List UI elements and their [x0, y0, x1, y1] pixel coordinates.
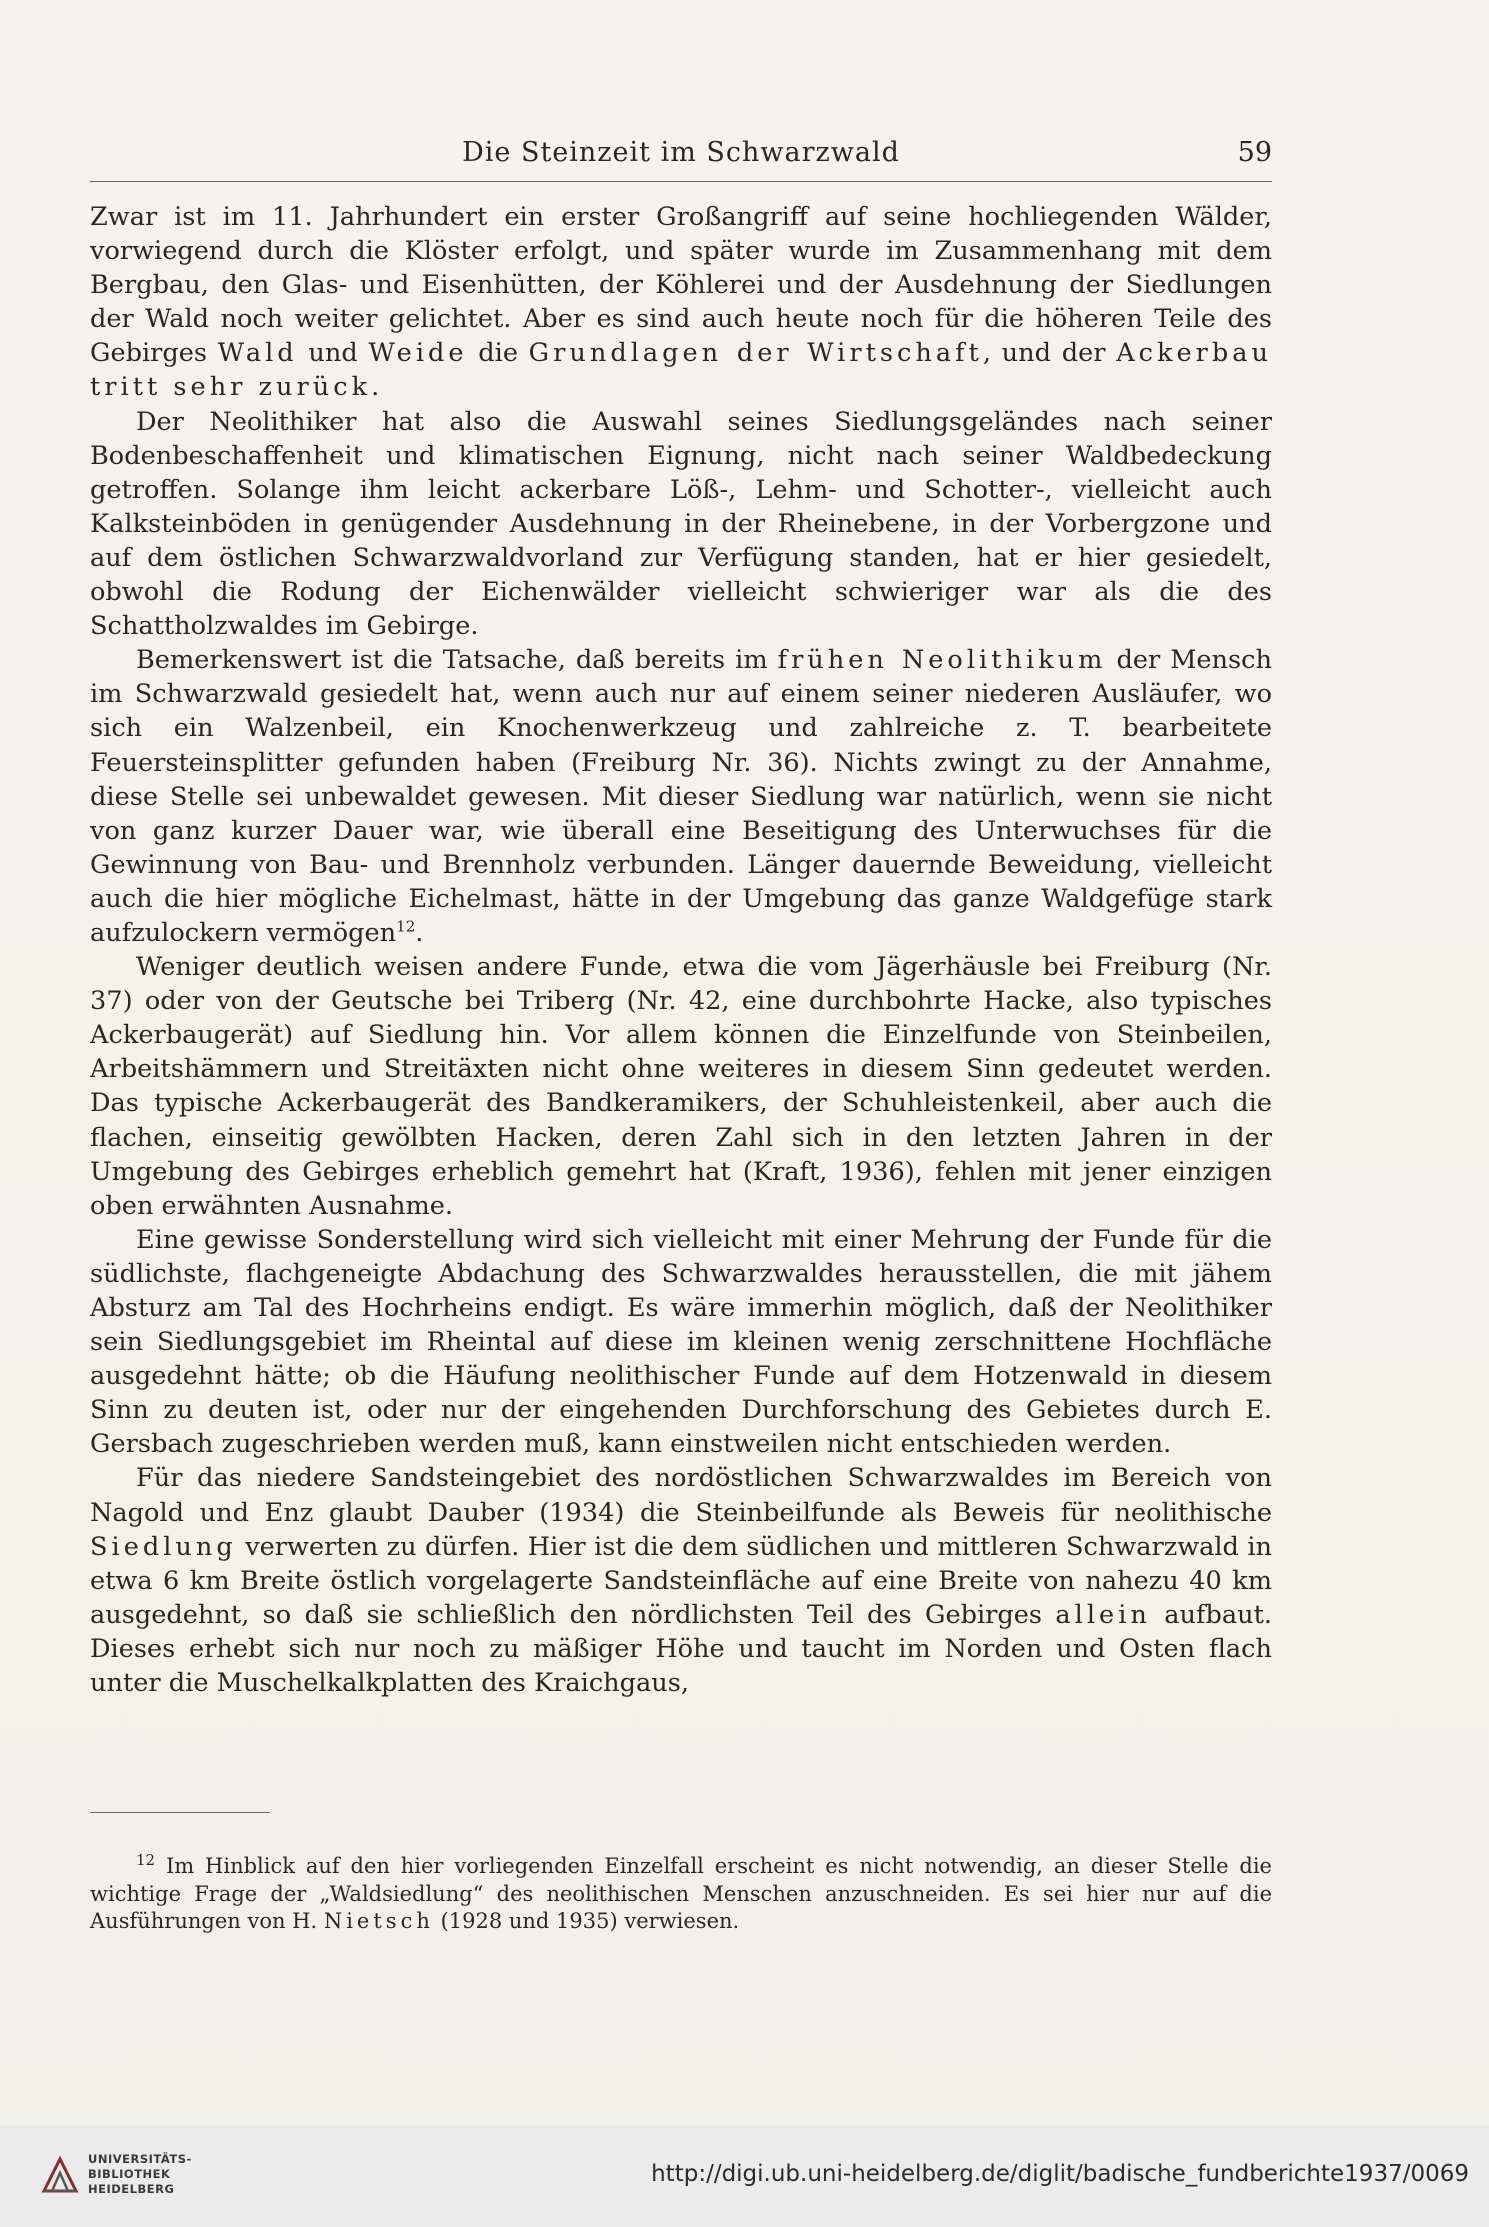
- emphasis-text: Siedlung: [90, 1531, 237, 1562]
- emphasis-text: Ackerbau tritt sehr zurück: [90, 338, 1273, 403]
- footnote: [90, 1853, 1272, 1936]
- paragraph-text: und: [308, 338, 358, 369]
- library-logo-icon: [40, 2155, 80, 2195]
- paragraph-1: [90, 200, 1272, 405]
- permalink-url[interactable]: http://digi.ub.uni-heidelberg.de/diglit/badische_fundberichte1937/0069: [651, 2161, 1469, 2187]
- paragraph-text: .: [371, 372, 380, 403]
- paragraph-2: Der Neolithiker hat also die Auswahl seines Siedlungsgeländes nach seiner Bodenbeschaffenheit und klimatischen Eignung, nicht nach seiner Waldbedeckung getroffen. Solange ihm leicht ackerbare Löß-, Lehm- und Schotter-, vielleicht auch Kalksteinböden in genügender Ausdehnung in der Rheinebene, in der Vorbergzone und auf dem östlichen Schwarzwaldvorland zur Verfügung standen, hat er hier gesiedelt, obwohl die Rodung der Eichenwälder vielleicht schwieriger war als die des Schattholzwaldes im Gebirge.: [90, 406, 1272, 642]
- page-number: 59: [1237, 137, 1272, 168]
- emphasis-text: Wald: [217, 338, 298, 369]
- footnote-reference[interactable]: 12: [396, 917, 416, 936]
- library-name-line: BIBLIOTHEK: [88, 2167, 171, 2181]
- footnote-divider: [90, 1812, 270, 1813]
- footnote-text: Im Hinblick auf den hier vorliegenden Einzelfall erscheint es nicht notwendig, an dieser Stelle die wichtige Frage der „Waldsiedlung“ des neolithischen Menschen anzuschneiden. Es sei hier nur auf die Ausführungen von H.: [90, 1854, 1272, 1933]
- emphasis-text: Weide: [368, 338, 468, 369]
- running-title: Die Steinzeit im Schwarzwald: [462, 137, 900, 168]
- emphasis-text: Grundlagen der Wirtschaft: [528, 338, 983, 369]
- emphasis-text: allein: [1055, 1599, 1151, 1630]
- emphasis-text: Nietsch: [323, 1909, 434, 1933]
- paragraph-text: .: [415, 917, 424, 948]
- paragraph-text: aufbaut. Dieses erhebt sich nur noch zu mäßiger Höhe und taucht im Norden und Osten flach unter die Muschelkalkplatten des Kraichgaus,: [90, 1599, 1272, 1699]
- paragraph-3: [90, 643, 1272, 950]
- library-name-line: HEIDELBERG: [88, 2182, 175, 2196]
- viewer-footer: [0, 2125, 1489, 2227]
- paragraph-text: der Mensch im Schwarzwald gesiedelt hat, wenn auch nur auf einem seiner niederen Ausläufer, wo sich ein Walzenbeil, ein Knochenwerkzeug und zahlreiche z. T. bearbeitete Feuersteinsplitter gefunden haben (Freiburg Nr. 36). Nichts zwingt zu der Annahme, diese Stelle sei unbewaldet gewesen. Mit dieser Siedlung war natürlich, wenn sie nicht von ganz kurzer Dauer war, wie überall eine Beseitigung des Unterwuchses für die Gewinnung von Bau- und Brennholz verbunden. Länger dauernde Beweidung, vielleicht auch die hier mögliche Eichelmast, hätte in der Umgebung das ganze Waldgefüge stark aufzulockern vermögen: [90, 645, 1272, 948]
- paragraph-text: die: [478, 338, 518, 369]
- paragraph-6: [90, 1461, 1272, 1700]
- footnote-number: 12: [136, 1851, 156, 1869]
- library-name: [88, 2152, 192, 2197]
- paragraph-text: verwerten zu dürfen. Hier ist die dem südlichen und mittleren Schwarzwald in etwa 6 km Breite östlich vorgelagerte Sandsteinfläche auf eine Breite von nahezu 40 km ausgedehnt, so daß sie schließlich den nördlichsten Teil des Gebirges: [90, 1531, 1272, 1630]
- footnote-text: (1928 und 1935) verwiesen.: [440, 1909, 740, 1933]
- paragraph-4: Weniger deutlich weisen andere Funde, etwa die vom Jägerhäusle bei Freiburg (Nr. 37) oder von der Geutsche bei Triberg (Nr. 42, eine durchbohrte Hacke, also typisches Ackerbaugerät) auf Siedlung hin. Vor allem können die Einzelfunde von Steinbeilen, Arbeitshämmern und Streitäxten nicht ohne weiteres in diesem Sinn gedeutet werden. Das typische Ackerbaugerät des Bandkeramikers, der Schuhleistenkeil, aber auch die flachen, einseitig gewölbten Hacken, deren Zahl sich in den letzten Jahren in der Umgebung des Gebirges erheblich gemehrt hat (Kraft, 1936), fehlen mit jener einzigen oben erwähnten Ausnahme.: [90, 952, 1272, 1221]
- paragraph-text: Für das niedere Sandsteingebiet des nordöstlichen Schwarzwaldes im Bereich von Nagold und Enz glaubt Dauber (1934) die Steinbeilfunde als Beweis für neolithische: [90, 1463, 1272, 1528]
- body-text: [90, 200, 1272, 1700]
- paragraph-text: Zwar ist im 11. Jahrhundert ein erster Großangriff auf seine hochliegenden Wälder, vorwiegend durch die Klöster erfolgt, und später wurde im Zusammenhang mit dem Bergbau, den Glas- und Eisenhütten, der Köhlerei und der Ausdehnung der Siedlungen der Wald noch weiter gelichtet. Aber es sind auch heute noch für die höheren Teile des Gebirges: [90, 202, 1272, 369]
- emphasis-text: frühen Neolithikum: [777, 645, 1107, 676]
- paragraph-5: Eine gewisse Sonderstellung wird sich vielleicht mit einer Mehrung der Funde für die südlichste, flachgeneigte Abdachung des Schwarzwaldes herausstellen, die mit jähem Absturz am Tal des Hochrheins endigt. Es wäre immerhin möglich, daß der Neolithiker sein Siedlungsgebiet im Rheintal auf diese im kleinen wenig zerschnittene Hochfläche ausgedehnt hätte; ob die Häufung neolithischer Funde auf dem Hotzenwald in diesem Sinn zu deuten ist, oder nur der eingehenden Durchforschung des Gebietes durch E. Gersbach zugeschrieben werden muß, kann einstweilen nicht entschieden werden.: [90, 1224, 1272, 1460]
- library-name-line: UNIVERSITÄTS-: [88, 2152, 192, 2166]
- running-header: [90, 135, 1272, 182]
- paragraph-text: , und der: [982, 338, 1106, 369]
- paragraph-text: Bemerkenswert ist die Tatsache, daß bereits im: [136, 645, 768, 676]
